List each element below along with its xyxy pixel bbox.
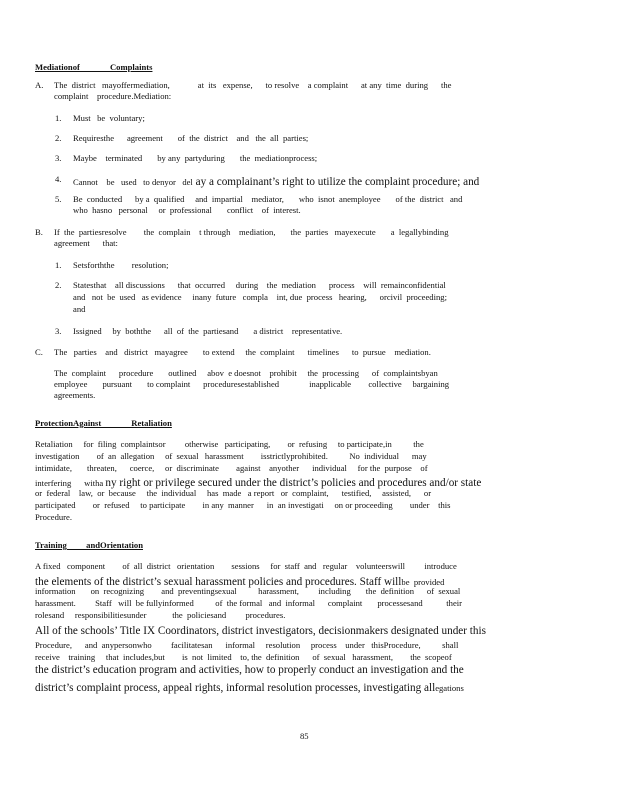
paragraph-b-line-2: agreement that: [54, 238, 118, 248]
text-large: ny right or privilege secured under the district’s policies and procedures and/or state [105, 477, 482, 489]
item-number: 2. [55, 280, 62, 290]
paragraph-line: A fixed component of all district orientation sessions for staff and regular volunteerswill introduce [35, 561, 457, 571]
list-item [73, 172, 479, 190]
paragraph-line: participated or refused to participate in any manner in an investigati on or proceeding under this [35, 500, 451, 510]
paragraph-line: or federal law, or because the individual has made a report or complaint, testified, assisted, or [35, 488, 432, 498]
text-large: the elements of the district’s sexual harassment policies and procedures. Staff will [35, 576, 402, 588]
section-heading-training: Training andOrientation [35, 540, 143, 550]
list-item-line-1: Be conducted by a qualified and impartial mediator, who isnot anemployee of the district and [73, 194, 463, 204]
item-number: 2. [55, 133, 62, 143]
item-number: 3. [55, 326, 62, 336]
item-number: 1. [55, 113, 62, 123]
item-number: 4. [55, 174, 62, 184]
page-number: 85 [300, 731, 309, 741]
list-item: Setsforththe resolution; [73, 260, 169, 270]
item-number: 1. [55, 260, 62, 270]
list-item-line-2: who hasno personal or professional conflict of interest. [73, 205, 301, 215]
paragraph-line: harassment. Staff will be fullyinformed of the formal and informal complaint processesand their [35, 598, 463, 608]
paragraph-b-line-1: If the partiesresolve the complain t through mediation, the parties mayexecute a legallybinding [54, 227, 449, 237]
paragraph-d-line-1: The complaint procedure outlined abov e doesnot prohibit the processing of complaintsbyan [54, 368, 438, 378]
list-item: Maybe terminated by any partyduring the mediationprocess; [73, 153, 318, 163]
list-item: Requiresthe agreement of the district and the all parties; [73, 133, 309, 143]
paragraph-line [35, 678, 464, 696]
list-item-text-large: ay a complainant’s right to utilize the complaint procedure; and [192, 176, 480, 188]
list-item-line-2: and not be used as evidence inany future compla int, due process hearing, orcivil proceeding; [73, 292, 447, 302]
paragraph-a-line-1: The district mayoffermediation, at its expense, to resolve a complaint at any time during the [54, 80, 452, 90]
paragraph-d-line-2: employee pursuant to complaint proceduresestablished inapplicable collective bargaining [54, 379, 450, 389]
list-label-b: B. [35, 227, 43, 237]
paragraph-line: investigation of an allegation of sexual harassment isstrictlyprohibited. No individual may [35, 451, 427, 461]
paragraph-line: information on recognizing and preventingsexual harassment, including the definition of sexual [35, 586, 461, 596]
list-item: Issigned by boththe all of the partiesand a district representative. [73, 326, 343, 336]
paragraph-d-line-3: agreements. [54, 390, 96, 400]
text-large: district’s complaint process, appeal rights, informal resolution processes, investigating all [35, 682, 436, 694]
paragraph-line: Procedure. [35, 512, 72, 522]
text-small: interfering witha [35, 478, 106, 488]
text-small: be provided [401, 577, 445, 587]
paragraph-line: Retaliation for filing complaintsor otherwise participating, or refusing to participate,in the [35, 439, 424, 449]
item-number: 3. [55, 153, 62, 163]
list-item-line-3: and [73, 304, 86, 314]
paragraph-line: receive training that includes,but is not limited to, the definition of sexual harassment, the scopeof [35, 652, 452, 662]
list-item: Must be voluntary; [73, 113, 145, 123]
list-label-a: A. [35, 80, 44, 90]
list-label-c: C. [35, 347, 43, 357]
paragraph-line: All of the schools’ Title IX Coordinators, district investigators, decisionmakers designated under this [35, 625, 486, 637]
list-item-line-1: Statesthat all discussions that occurred during the mediation process will remainconfidential [73, 280, 446, 290]
list-item-text-small: Cannot be used to denyor del [73, 177, 193, 187]
text-small: egations [435, 683, 464, 693]
paragraph-a-line-2: complaint procedure.Mediation: [54, 91, 172, 101]
section-heading-retaliation: ProtectionAgainst Retaliation [35, 418, 172, 428]
paragraph-line: intimidate, threaten, coerce, or discriminate against anyother individual for the purpose of [35, 463, 428, 473]
paragraph-c: The parties and district mayagree to extend the complaint timelines to pursue mediation. [54, 347, 431, 357]
paragraph-line: Procedure, and anypersonwho facilitatesan informal resolution process under thisProcedure, shall [35, 640, 459, 650]
paragraph-line: the district’s education program and activities, how to properly conduct an investigation and the [35, 664, 464, 676]
section-heading-mediation: Mediationof Complaints [35, 62, 153, 72]
paragraph-line: rolesand responsibilitiesunder the policiesand procedures. [35, 610, 286, 620]
item-number: 5. [55, 194, 62, 204]
